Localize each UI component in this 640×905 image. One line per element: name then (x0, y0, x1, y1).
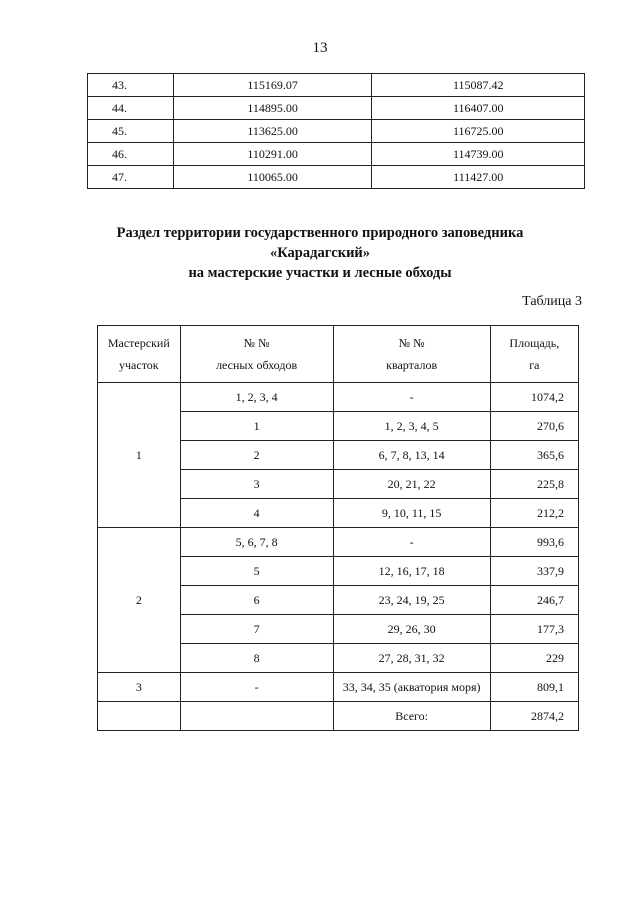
kvartaly-cell: 12, 16, 17, 18 (333, 557, 490, 586)
coord-y: 116725.00 (372, 120, 585, 143)
obhod-cell: 5, 6, 7, 8 (180, 528, 333, 557)
kvartaly-cell: 6, 7, 8, 13, 14 (333, 441, 490, 470)
coord-y: 116407.00 (372, 97, 585, 120)
coord-x: 110065.00 (173, 166, 372, 189)
obhod-cell: 3 (180, 470, 333, 499)
row-number: 45. (88, 120, 174, 143)
table-row (88, 166, 585, 189)
header-area-line1: Площадь, (509, 336, 560, 350)
area-cell: 177,3 (490, 615, 578, 644)
empty-cell (98, 702, 181, 731)
plot-number: 2 (98, 528, 181, 673)
table-row (88, 74, 585, 97)
kvartaly-cell: 20, 21, 22 (333, 470, 490, 499)
total-value: 2874,2 (490, 702, 578, 731)
coord-y: 115087.42 (372, 74, 585, 97)
table-row (98, 528, 579, 557)
division-table (97, 325, 579, 731)
plot-number: 1 (98, 383, 181, 528)
header-row (98, 326, 579, 383)
obhod-cell: 7 (180, 615, 333, 644)
coord-x: 113625.00 (173, 120, 372, 143)
obhod-cell: - (180, 673, 333, 702)
table-row (98, 673, 579, 702)
obhod-cell: 5 (180, 557, 333, 586)
area-cell: 993,6 (490, 528, 578, 557)
heading-line-3: на мастерские участки и лесные обходы (188, 265, 452, 281)
row-number: 44. (88, 97, 174, 120)
kvartaly-cell: 23, 24, 19, 25 (333, 586, 490, 615)
coord-y: 114739.00 (372, 143, 585, 166)
table-row (98, 383, 579, 412)
kvartaly-cell: 27, 28, 31, 32 (333, 644, 490, 673)
section-heading (0, 223, 640, 283)
area-cell: 809,1 (490, 673, 578, 702)
area-cell: 337,9 (490, 557, 578, 586)
kvartaly-cell: 1, 2, 3, 4, 5 (333, 412, 490, 441)
coordinates-table (87, 73, 585, 189)
header-plot-line1: Мастерский (107, 336, 170, 350)
header-kvartaly-line2: кварталов (386, 358, 438, 372)
header-obhod (180, 326, 333, 383)
header-plot (98, 326, 181, 383)
header-kvartaly-line1: № № (398, 336, 425, 350)
area-cell: 246,7 (490, 586, 578, 615)
coord-x: 110291.00 (173, 143, 372, 166)
page-number: 13 (312, 40, 328, 56)
area-cell: 225,8 (490, 470, 578, 499)
kvartaly-cell: - (333, 528, 490, 557)
kvartaly-cell: 29, 26, 30 (333, 615, 490, 644)
obhod-cell: 4 (180, 499, 333, 528)
row-number: 47. (88, 166, 174, 189)
header-plot-line2: участок (119, 358, 159, 372)
empty-cell (180, 702, 333, 731)
table-row (88, 97, 585, 120)
table-row (88, 120, 585, 143)
table-row (88, 143, 585, 166)
header-area (490, 326, 578, 383)
area-cell: 365,6 (490, 441, 578, 470)
kvartaly-cell: 9, 10, 11, 15 (333, 499, 490, 528)
obhod-cell: 8 (180, 644, 333, 673)
total-label: Всего: (333, 702, 490, 731)
kvartaly-cell: - (333, 383, 490, 412)
obhod-cell: 1 (180, 412, 333, 441)
heading-line-2: «Карадагский» (269, 245, 371, 261)
obhod-cell: 6 (180, 586, 333, 615)
area-cell: 229 (490, 644, 578, 673)
total-row (98, 702, 579, 731)
heading-line-1: Раздел территории государственного природного заповедника (116, 225, 524, 241)
area-cell: 212,2 (490, 499, 578, 528)
row-number: 43. (88, 74, 174, 97)
obhod-cell: 1, 2, 3, 4 (180, 383, 333, 412)
area-cell: 1074,2 (490, 383, 578, 412)
table-label: Таблица 3 (522, 294, 582, 309)
row-number: 46. (88, 143, 174, 166)
coord-x: 114895.00 (173, 97, 372, 120)
area-cell: 270,6 (490, 412, 578, 441)
header-area-line2: га (529, 358, 540, 372)
coord-x: 115169.07 (173, 74, 372, 97)
kvartaly-cell: 33, 34, 35 (акватория моря) (333, 673, 490, 702)
header-obhod-line1: № № (243, 336, 270, 350)
coord-y: 111427.00 (372, 166, 585, 189)
header-kvartaly (333, 326, 490, 383)
plot-number: 3 (98, 673, 181, 702)
header-obhod-line2: лесных обходов (216, 358, 298, 372)
obhod-cell: 2 (180, 441, 333, 470)
